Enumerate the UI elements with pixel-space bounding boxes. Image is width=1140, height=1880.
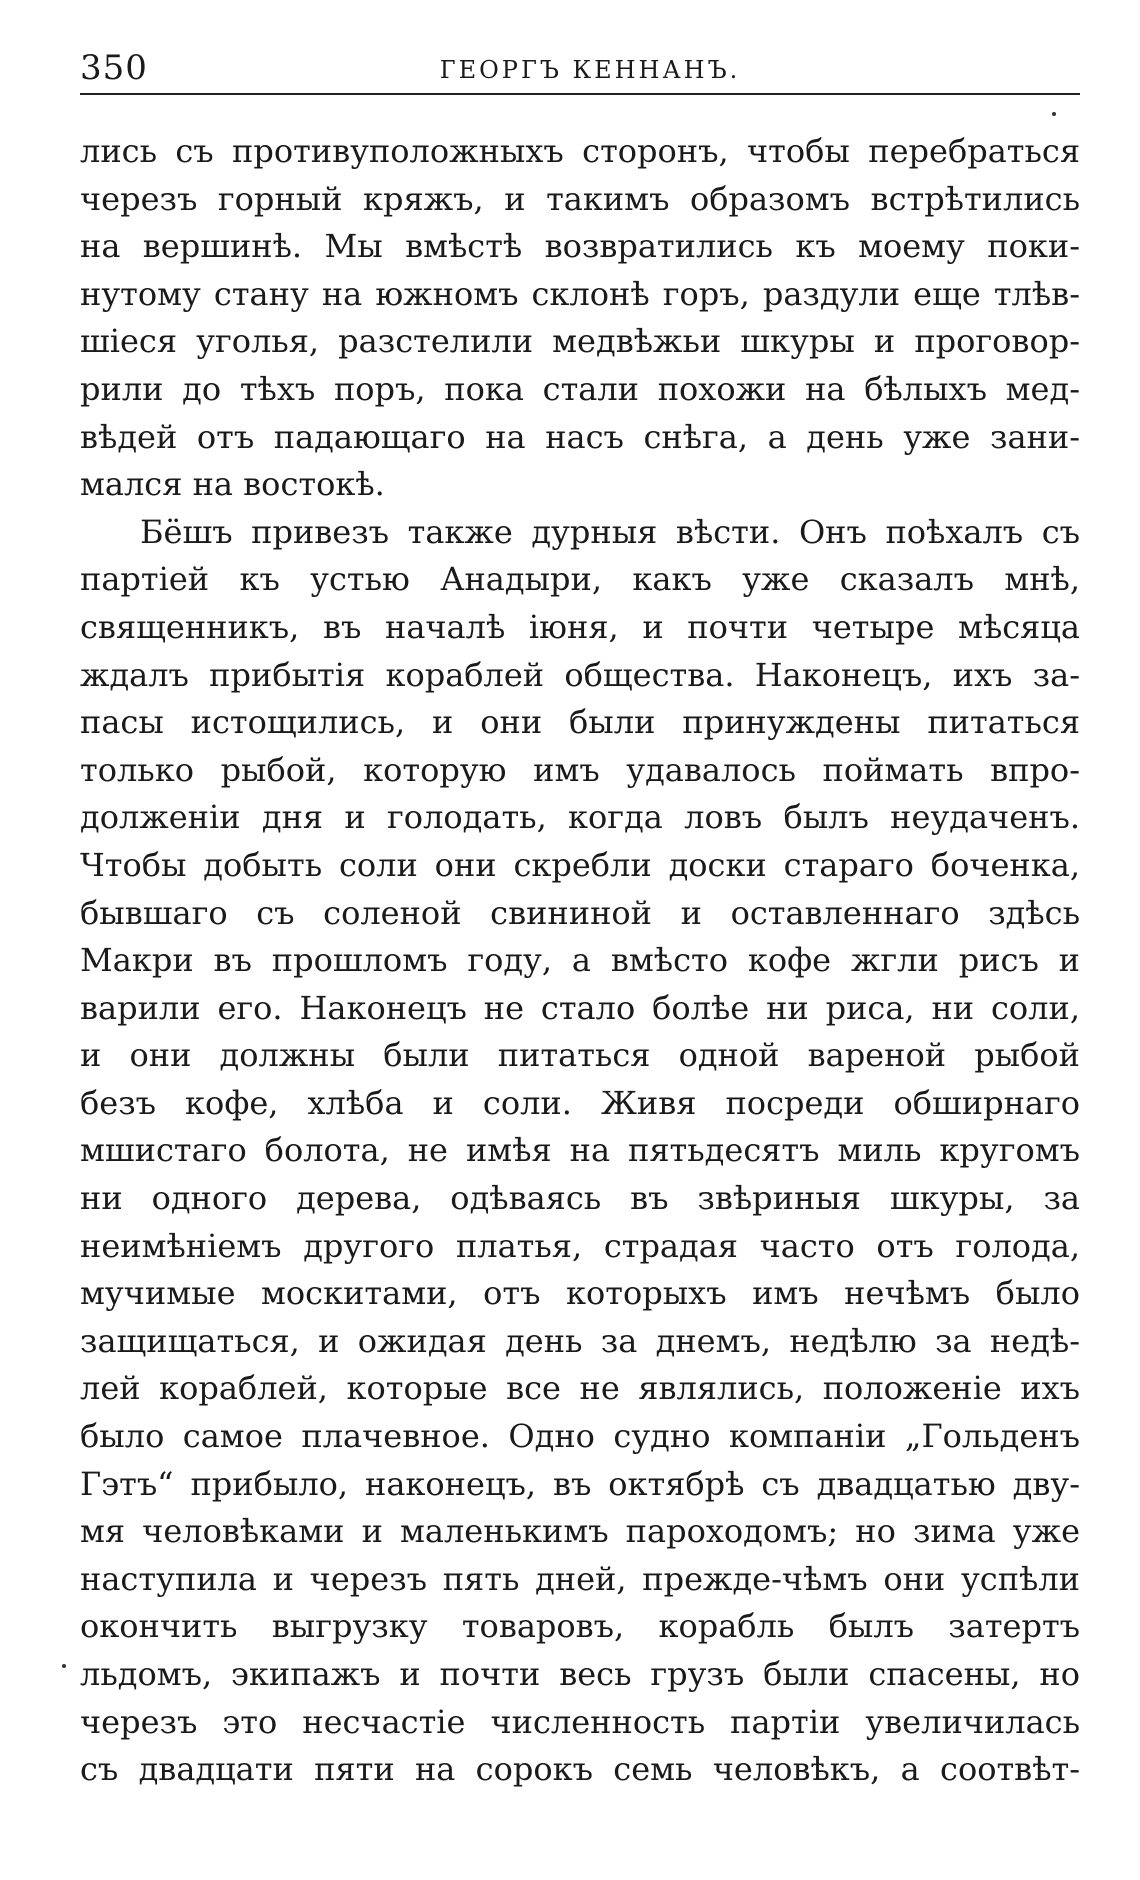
- print-speck: [1052, 112, 1056, 116]
- text-line: безъ кофе, хлѣба и соли. Живя посреди обширнаго: [80, 1083, 1080, 1122]
- text-line: священникъ, въ началѣ іюня, и почти четыре мѣсяца: [80, 607, 1080, 646]
- text-line: только рыбой, которую имъ удавалось поймать впро-: [80, 750, 1080, 789]
- text-line: съ двадцати пяти на сорокъ семь человѣкъ, а соотвѣт-: [80, 1750, 1080, 1789]
- text-line: защищаться, и ожидая день за днемъ, недѣлю за недѣ-: [80, 1321, 1080, 1360]
- text-line: Макри въ прошломъ году, а вмѣсто кофе жгли рисъ и: [80, 941, 1080, 980]
- body-text: [80, 128, 1080, 1794]
- text-line: ждалъ прибытія кораблей общества. Наконецъ, ихъ за-: [80, 655, 1080, 694]
- print-speck: [62, 1664, 66, 1668]
- text-line: было самое плачевное. Одно судно компаніи „Гольденъ: [80, 1417, 1080, 1456]
- text-line: вѣдей отъ падающаго на насъ снѣга, а день уже зани-: [80, 417, 1080, 456]
- text-line: Бёшъ привезъ также дурныя вѣсти. Онъ поѣхалъ съ: [140, 512, 1080, 551]
- running-title: ГЕОРГЪ КЕННАНЪ.: [439, 56, 741, 84]
- text-line: Гэтъ“ прибыло, наконецъ, въ октябрѣ съ двадцатью дву-: [80, 1464, 1080, 1503]
- text-line: нутому стану на южномъ склонѣ горъ, раздули еще тлѣв-: [80, 274, 1080, 313]
- text-line: и они должны были питаться одной вареной рыбой: [80, 1036, 1080, 1075]
- text-line: долженіи дня и голодать, когда ловъ былъ неудаченъ.: [80, 798, 1080, 837]
- text-line: мя человѣками и маленькимъ пароходомъ; но зима уже: [80, 1512, 1080, 1551]
- text-line: мался на востокѣ.: [80, 465, 385, 504]
- text-line: Чтобы добыть соли они скребли доски стараго боченка,: [80, 845, 1080, 884]
- text-line: бывшаго съ соленой свининой и оставленнаго здѣсь: [80, 893, 1080, 932]
- text-line: пасы истощились, и они были принуждены питаться: [80, 703, 1080, 742]
- text-line: рили до тѣхъ поръ, пока стали похожи на бѣлыхъ мед-: [80, 369, 1080, 408]
- text-line: шіеся уголья, разстелили медвѣжьи шкуры и проговор-: [80, 322, 1080, 361]
- text-line: наступила и черезъ пять дней, прежде-чѣмъ они успѣли: [80, 1559, 1080, 1598]
- text-line: льдомъ, экипажъ и почти весь грузъ были спасены, но: [80, 1655, 1080, 1693]
- text-line: неимѣніемъ другого платья, страдая часто отъ голода,: [80, 1226, 1080, 1265]
- text-line: лей кораблей, которые все не являлись, положеніе ихъ: [80, 1369, 1080, 1408]
- text-line: окончить выгрузку товаровъ, корабль былъ затертъ: [80, 1607, 1080, 1646]
- text-line: на вершинѣ. Мы вмѣстѣ возвратились къ моему поки-: [80, 227, 1080, 266]
- page-number: 350: [80, 48, 148, 88]
- text-line: черезъ это несчастіе численность партіи увеличилась: [80, 1702, 1080, 1741]
- text-line: мучимые москитами, отъ которыхъ имъ нечѣмъ было: [80, 1274, 1080, 1313]
- header-rule: [80, 93, 1080, 95]
- text-line: лись съ противуположныхъ сторонъ, чтобы перебраться: [80, 132, 1080, 170]
- text-line: черезъ горный кряжъ, и такимъ образомъ встрѣтились: [80, 179, 1080, 218]
- text-line: партіей къ устью Анадыри, какъ уже сказалъ мнѣ,: [80, 560, 1080, 599]
- text-line: мшистаго болота, не имѣя на пятьдесятъ миль кругомъ: [80, 1131, 1080, 1170]
- running-head: [80, 46, 1080, 90]
- text-line: ни одного дерева, одѣваясь въ звѣриныя шкуры, за: [80, 1179, 1080, 1218]
- text-line: варили его. Наконецъ не стало болѣе ни риса, ни соли,: [80, 988, 1080, 1027]
